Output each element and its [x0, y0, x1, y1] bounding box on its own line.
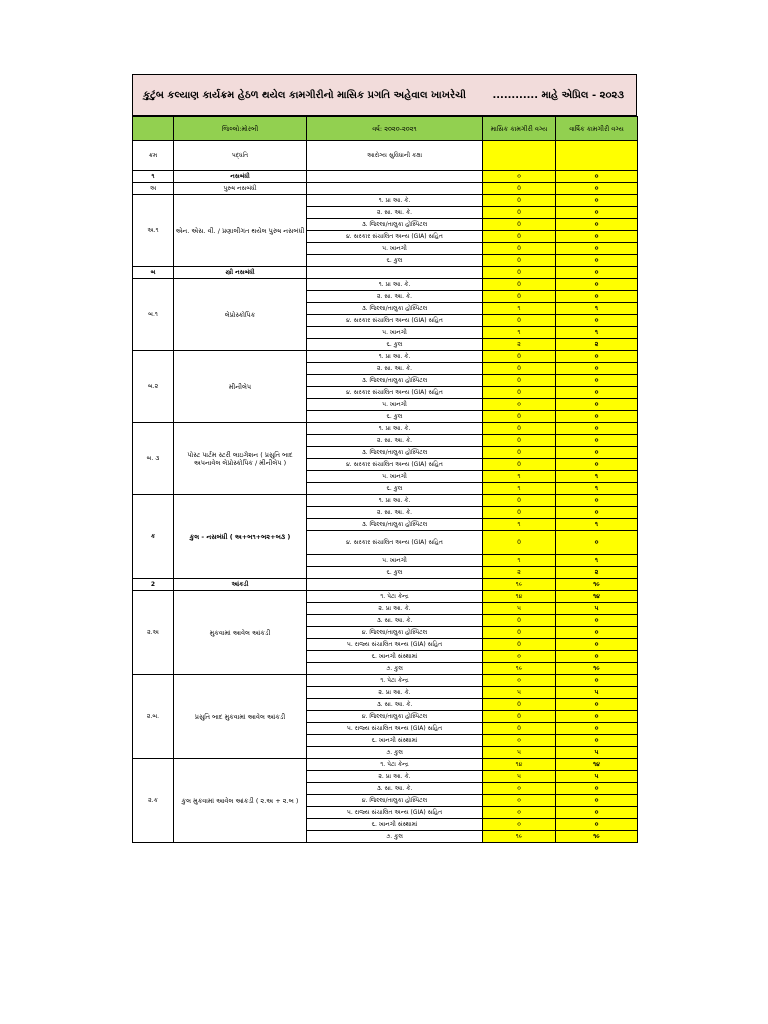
row-annual-value: ૦ [556, 459, 638, 471]
subheader-row [133, 141, 638, 171]
subheader-monthly-blank [483, 141, 556, 171]
row-annual-value: ૦ [556, 363, 638, 375]
table-row [133, 759, 638, 771]
row-facility: ૩. સા. આ. કે. [307, 783, 483, 795]
row-annual-value: ૫ [556, 687, 638, 699]
row-facility: ૧. પ્રા આ. કે. [307, 351, 483, 363]
row-annual-value: ૧ [556, 483, 638, 495]
row-method: કુલ મુકવામાં આવેલ આંકડી ( ૨.અ + ૨.બ ) [174, 759, 307, 843]
row-annual-value: ૦ [556, 243, 638, 255]
row-facility: ૭. કુલ [307, 831, 483, 843]
row-annual-value: ૦ [556, 783, 638, 795]
row-annual-value: ૦ [556, 627, 638, 639]
row-annual-value: ૦ [556, 279, 638, 291]
row-monthly-value: 0 [483, 495, 556, 507]
row-monthly-value: 0 [483, 423, 556, 435]
row-facility: ૨. સા. આ. કે. [307, 207, 483, 219]
row-facility: ૫. ખાનગી [307, 243, 483, 255]
row-facility: ૨. સા. આ. કે. [307, 507, 483, 519]
row-monthly-value: ૧ [483, 555, 556, 567]
report-month: ............ માહે એપ્રિલ - ૨૦૨૩ [492, 89, 624, 101]
row-facility: ૩. જિલ્લા/તાલુકા હોસ્પિટલ [307, 219, 483, 231]
row-annual-value: ૧૪ [556, 591, 638, 603]
report-title: કુટુંબ કલ્યાણ કાર્યક્રમ હેઠળ થયેલ કામગીરીનો માસિક પ્રગતિ અહેવાલ ખાખરેચી [143, 89, 466, 101]
row-facility: ૩. જિલ્લા/તાલુકા હોસ્પિટલ [307, 303, 483, 315]
row-facility: ૧. પ્રા આ. કે. [307, 195, 483, 207]
table-row [133, 351, 638, 363]
row-monthly-value: 0 [483, 723, 556, 735]
subheader-method: પદ્ધતિ [174, 141, 307, 171]
row-monthly-value: ૧૪ [483, 591, 556, 603]
row-facility: ૧. પેટા કેન્દ્ર [307, 675, 483, 687]
row-monthly-value: 0 [483, 699, 556, 711]
row-monthly-value: ૧૯ [483, 663, 556, 675]
row-monthly-value: 0 [483, 639, 556, 651]
table-row [133, 279, 638, 291]
row-annual-value: ૦ [556, 219, 638, 231]
row-facility: ૨. સા. આ. કે. [307, 435, 483, 447]
row-code: ૨.અ [133, 591, 174, 675]
row-monthly-value: ૦ [483, 651, 556, 663]
row-facility: ૩. સા. આ. કે. [307, 699, 483, 711]
row-facility: ૪. સરકાર સંચાલિત અન્ય (GIA) સહિત [307, 315, 483, 327]
row-monthly-value: 0 [483, 195, 556, 207]
row-annual-value: ૦ [556, 291, 638, 303]
table-row [133, 579, 638, 591]
header-district: જિલ્લો:મોરબી [174, 117, 307, 141]
row-code: ક [133, 495, 174, 579]
row-annual-value: ૦ [556, 819, 638, 831]
table-row [133, 195, 638, 207]
table-row [133, 423, 638, 435]
row-monthly-value: ૦ [483, 735, 556, 747]
row-facility: ૩. સા. આ. કે. [307, 615, 483, 627]
row-annual-value: ૦ [556, 351, 638, 363]
row-monthly-value: ૦ [483, 783, 556, 795]
row-code: ૧ [133, 171, 174, 183]
row-monthly-value: 0 [483, 183, 556, 195]
row-facility: ૧. પ્રા આ. કે. [307, 423, 483, 435]
row-monthly-value: ૧૯ [483, 579, 556, 591]
table-row [133, 675, 638, 687]
row-method: લેપ્રોસ્કોપિક [174, 279, 307, 351]
table-row [133, 183, 638, 195]
row-monthly-value: 0 [483, 459, 556, 471]
row-facility: ૪. સરકાર સંચાલિત અન્ય (GIA) સહિત [307, 387, 483, 399]
row-monthly-value: 0 [483, 627, 556, 639]
row-annual-value: ૧ [556, 555, 638, 567]
row-monthly-value: 0 [483, 375, 556, 387]
row-annual-value: ૨ [556, 339, 638, 351]
row-facility: ૨. સા. આ. કે. [307, 363, 483, 375]
row-facility: ૬. કુલ [307, 411, 483, 423]
row-monthly-value: ૧ [483, 519, 556, 531]
row-monthly-value: 0 [483, 243, 556, 255]
row-monthly-value: ૨ [483, 339, 556, 351]
row-monthly-value: ૫ [483, 771, 556, 783]
row-monthly-value: 0 [483, 447, 556, 459]
row-annual-value: ૫ [556, 603, 638, 615]
row-facility: ૪. સરકાર સંચાલિત અન્ય (GIA) સહિત [307, 531, 483, 555]
row-code: બ. ૩ [133, 423, 174, 495]
row-monthly-value: 0 [483, 207, 556, 219]
row-annual-value: ૦ [556, 207, 638, 219]
row-facility: ૫. ખાનગી [307, 399, 483, 411]
row-monthly-value: ૧૯ [483, 831, 556, 843]
row-annual-value: ૨ [556, 567, 638, 579]
table-row [133, 267, 638, 279]
header-monthly: માસિક કામગીરી વગ્ય [483, 117, 556, 141]
report-sheet [132, 74, 637, 843]
row-monthly-value: 0 [483, 387, 556, 399]
row-method: પોસ્ટ પાર્ટમ સ્ટરી લાઇગેશન ( પ્રસુતિ બાદ અપનાવેલ લેપ્રોસ્કોપિક / મીનીલેપ ) [174, 423, 307, 495]
row-monthly-value: 0 [483, 531, 556, 555]
row-annual-value: ૦ [556, 423, 638, 435]
row-monthly-value: 0 [483, 231, 556, 243]
row-annual-value: ૦ [556, 807, 638, 819]
row-code: અ [133, 183, 174, 195]
row-code: અ.૧ [133, 195, 174, 267]
row-code: ૨.ક [133, 759, 174, 843]
row-monthly-value: 0 [483, 267, 556, 279]
progress-table [132, 116, 638, 843]
row-method: એન. એસ. વી. / પ્રણાલીગત થયેલ પુરુષ નસબંધી [174, 195, 307, 267]
row-code: 2 [133, 579, 174, 591]
row-facility [307, 171, 483, 183]
row-annual-value: ૦ [556, 315, 638, 327]
row-annual-value: ૦ [556, 711, 638, 723]
row-monthly-value: ૦ [483, 819, 556, 831]
subheader-kram: ક્રમ [133, 141, 174, 171]
row-facility: ૨. પ્રા આ. કે. [307, 687, 483, 699]
row-method: નસબંધી [174, 171, 307, 183]
table-body [133, 117, 638, 843]
row-facility: ૫. રાજ્ય સંચાલિત અન્ય (GIA) સહિત [307, 807, 483, 819]
row-annual-value: ૧ [556, 327, 638, 339]
row-monthly-value: ૧ [483, 471, 556, 483]
row-annual-value: ૦ [556, 231, 638, 243]
row-annual-value: ૧ [556, 303, 638, 315]
row-monthly-value: ૫ [483, 687, 556, 699]
row-annual-value: ૦ [556, 387, 638, 399]
row-annual-value: ૦ [556, 639, 638, 651]
row-annual-value: ૦ [556, 255, 638, 267]
row-facility: ૬. ખાનગી સંસ્થામાં [307, 651, 483, 663]
row-annual-value: ૦ [556, 699, 638, 711]
row-code: બ.૧ [133, 279, 174, 351]
row-facility [307, 183, 483, 195]
row-monthly-value: ૧ [483, 327, 556, 339]
row-annual-value: ૦ [556, 507, 638, 519]
row-monthly-value: ૦ [483, 795, 556, 807]
row-monthly-value: ૦ [483, 675, 556, 687]
row-annual-value: ૦ [556, 411, 638, 423]
row-monthly-value: 0 [483, 363, 556, 375]
row-facility: ૨. પ્રા આ. કે. [307, 771, 483, 783]
row-facility: ૪. જિલ્લા/તાલુકા હોસ્પિટલ [307, 795, 483, 807]
row-annual-value: ૦ [556, 399, 638, 411]
row-annual-value: ૦ [556, 375, 638, 387]
row-monthly-value: 0 [483, 411, 556, 423]
row-facility [307, 579, 483, 591]
row-annual-value: ૧૯ [556, 831, 638, 843]
row-facility: ૬. કુલ [307, 339, 483, 351]
row-monthly-value: ૧૪ [483, 759, 556, 771]
subheader-annual-blank [556, 141, 638, 171]
row-monthly-value: ૫ [483, 603, 556, 615]
row-annual-value: ૧ [556, 519, 638, 531]
row-method: મુકવામાં આવેલ આંકડી [174, 591, 307, 675]
row-facility: ૫. ખાનગી [307, 471, 483, 483]
row-facility: ૧. પેટા કેન્દ્ર [307, 591, 483, 603]
row-annual-value: ૦ [556, 183, 638, 195]
row-monthly-value: ૫ [483, 747, 556, 759]
row-annual-value: ૦ [556, 267, 638, 279]
row-monthly-value: ૨ [483, 567, 556, 579]
header-blank-cell [133, 117, 174, 141]
row-monthly-value: ૧ [483, 303, 556, 315]
row-facility: ૫. રાજ્ય સંચાલિત અન્ય (GIA) સહિત [307, 639, 483, 651]
row-monthly-value: 0 [483, 711, 556, 723]
row-facility: ૪. જિલ્લા/તાલુકા હોસ્પિટલ [307, 627, 483, 639]
row-annual-value: ૦ [556, 615, 638, 627]
row-annual-value: ૦ [556, 723, 638, 735]
row-annual-value: ૦ [556, 171, 638, 183]
row-facility: ૫. ખાનગી [307, 555, 483, 567]
row-facility: ૬. ખાનગી સંસ્થામાં [307, 819, 483, 831]
row-annual-value: ૦ [556, 447, 638, 459]
row-facility: ૨. સા. આ. કે. [307, 291, 483, 303]
row-facility: ૧. પ્રા આ. કે. [307, 495, 483, 507]
column-header-row [133, 117, 638, 141]
row-annual-value: ૧ [556, 471, 638, 483]
row-annual-value: ૦ [556, 195, 638, 207]
row-annual-value: ૫ [556, 747, 638, 759]
row-facility: ૬. કુલ [307, 567, 483, 579]
row-code: બ [133, 267, 174, 279]
table-row [133, 591, 638, 603]
row-method: સ્ત્રી નસબંધી [174, 267, 307, 279]
row-code: બ.૨ [133, 351, 174, 423]
row-facility: ૨. પ્રા આ. કે. [307, 603, 483, 615]
row-annual-value: ૧૯ [556, 579, 638, 591]
row-method: કુલ - નસબંધી ( અ+બ૧+બ૨+બ૩ ) [174, 495, 307, 579]
row-annual-value: ૦ [556, 795, 638, 807]
row-monthly-value: ૦ [483, 399, 556, 411]
row-facility: ૩. જિલ્લા/તાલુકા હોસ્પિટલ [307, 519, 483, 531]
row-facility: ૪. સરકાર સંચાલિત અન્ય (GIA) સહિત [307, 459, 483, 471]
row-monthly-value: 0 [483, 279, 556, 291]
row-monthly-value: 0 [483, 315, 556, 327]
row-annual-value: ૦ [556, 735, 638, 747]
report-title-bar [132, 74, 637, 116]
row-facility: ૧. પ્રા આ. કે. [307, 279, 483, 291]
row-facility: ૫. રાજ્ય સંચાલિત અન્ય (GIA) સહિત [307, 723, 483, 735]
row-monthly-value: 0 [483, 615, 556, 627]
row-facility [307, 267, 483, 279]
row-method: મીનીલેપ [174, 351, 307, 423]
row-annual-value: ૦ [556, 495, 638, 507]
row-monthly-value: 0 [483, 351, 556, 363]
header-year: વર્ષ: ૨૦૨૦-૨૦૨૧ [307, 117, 483, 141]
row-monthly-value: ૦ [483, 171, 556, 183]
row-monthly-value: 0 [483, 291, 556, 303]
row-monthly-value: ૧ [483, 483, 556, 495]
row-annual-value: ૧૯ [556, 663, 638, 675]
row-monthly-value: 0 [483, 219, 556, 231]
row-monthly-value: 0 [483, 435, 556, 447]
row-monthly-value: ૦ [483, 807, 556, 819]
header-annual: વાર્ષિક કામગીરી વગ્ય [556, 117, 638, 141]
row-facility: ૬. કુલ [307, 483, 483, 495]
row-facility: ૬. ખાનગી સંસ્થામાં [307, 735, 483, 747]
row-facility: ૩. જિલ્લા/તાલુકા હોસ્પિટલ [307, 447, 483, 459]
row-annual-value: ૦ [556, 435, 638, 447]
row-monthly-value: 0 [483, 507, 556, 519]
row-facility: ૭. કુલ [307, 747, 483, 759]
row-annual-value: ૫ [556, 771, 638, 783]
row-code: ૨.બ. [133, 675, 174, 759]
row-monthly-value: 0 [483, 255, 556, 267]
row-facility: ૬. કુલ [307, 255, 483, 267]
row-annual-value: ૦ [556, 531, 638, 555]
table-row [133, 495, 638, 507]
row-facility: ૭. કુલ [307, 663, 483, 675]
row-facility: ૪. જિલ્લા/તાલુકા હોસ્પિટલ [307, 711, 483, 723]
row-annual-value: ૧૪ [556, 759, 638, 771]
row-facility: ૫. ખાનગી [307, 327, 483, 339]
row-facility: ૩. જિલ્લા/તાલુકા હોસ્પિટલ [307, 375, 483, 387]
row-annual-value: ૦ [556, 675, 638, 687]
row-facility: ૪. સરકાર સંચાલિત અન્ય (GIA) સહિત [307, 231, 483, 243]
table-row [133, 171, 638, 183]
row-facility: ૧. પેટા કેન્દ્ર [307, 759, 483, 771]
row-method: આંકડી [174, 579, 307, 591]
subheader-facility: આરોગ્ય સુવિધાની કક્ષા [307, 141, 483, 171]
row-method: પ્રસુતિ બાદ મુકવામાં આવેલ આંકડી [174, 675, 307, 759]
row-method: પુરુષ નસબંધી [174, 183, 307, 195]
row-annual-value: ૦ [556, 651, 638, 663]
